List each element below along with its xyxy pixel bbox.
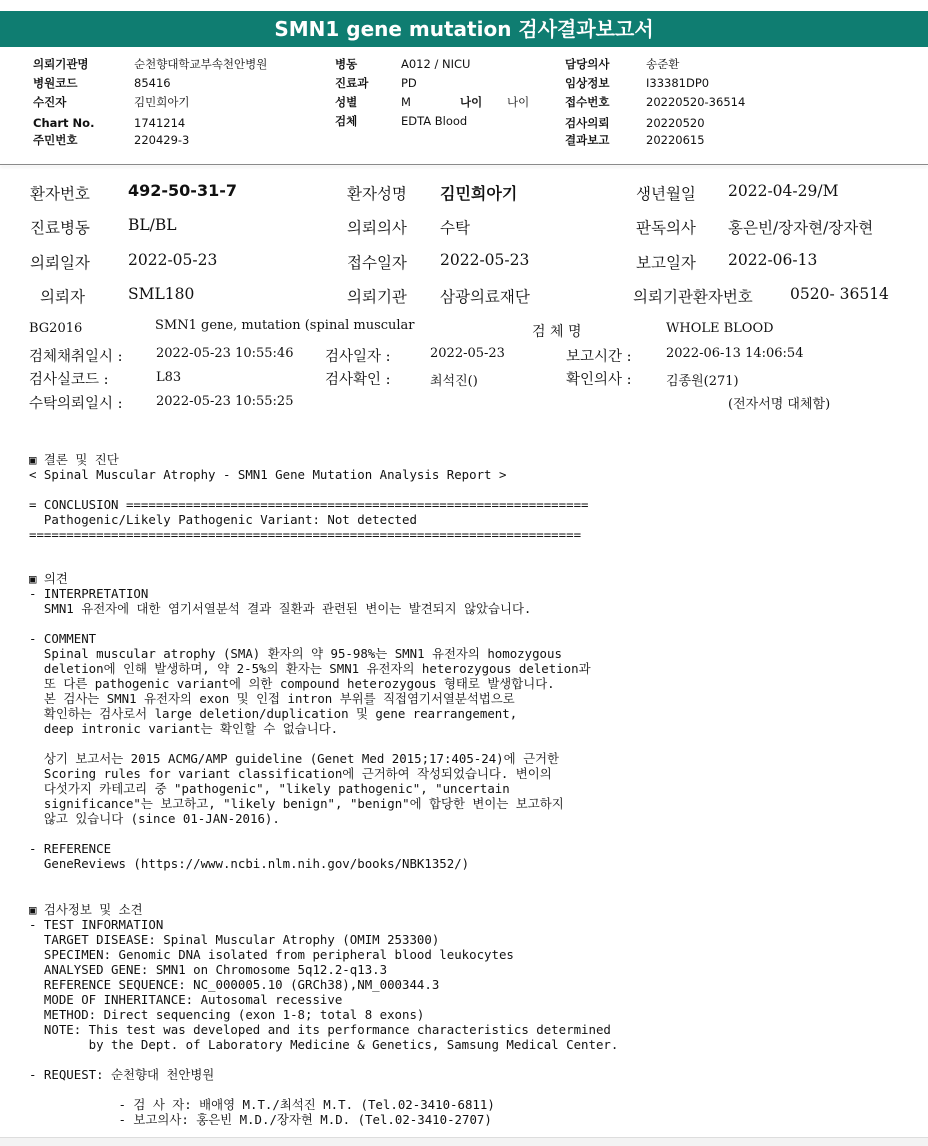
received-time-value: 2022-05-23 10:55:25 [156, 394, 294, 409]
confirming-doctor-value: 김종원(271) [666, 374, 739, 389]
test-code: BG2016 [29, 321, 83, 336]
request-date-label: 의뢰일자 [30, 254, 90, 272]
department-label: 진료과 [335, 76, 369, 90]
reading-doctor-label: 판독의사 [636, 219, 696, 237]
test-confirm-label: 검사확인 : [325, 372, 391, 388]
header-divider [0, 164, 928, 165]
specimen-value: EDTA Blood [401, 114, 468, 128]
specimen-name-label: 검 체 명 [532, 324, 582, 340]
clinical-info-label: 임상정보 [565, 76, 610, 90]
age-label: 나이 [460, 95, 483, 109]
patient-name-value: 김민희아기 [440, 184, 518, 203]
reg-no-label: 환자번호 [30, 185, 90, 203]
lab-code-value: L83 [156, 370, 182, 385]
report-time-value: 2022-06-13 14:06:54 [666, 346, 804, 361]
attending-doctor-value: 송준환 [646, 57, 680, 71]
request-org-value: 삼광의료재단 [440, 288, 530, 306]
dob-label: 생년월일 [636, 185, 696, 203]
test-date-value: 2022-05-23 [430, 346, 505, 361]
result-report-label: 결과보고 [565, 133, 610, 147]
lab-code-label: 검사실코드 : [29, 372, 109, 388]
resident-no-label: 주민번호 [33, 133, 78, 147]
reg-no-value: 492-50-31-7 [128, 181, 237, 200]
examinee-value: 김민희아기 [134, 95, 190, 109]
chart-no-value: 1741214 [134, 116, 186, 130]
report-time-label: 보고시간 : [566, 349, 632, 365]
resident-no-value: 220429-3 [134, 133, 190, 147]
collection-time-label: 검체채취일시 : [29, 349, 123, 365]
conclusion-section: ▣ 결론 및 진단 < Spinal Muscular Atrophy - SMN1 Gene Mutation Analysis Report > = CONCLUSION ============================================================== Pathogenic/Likely Pathogenic Variant: Not detected ========================================================================== [29, 452, 589, 542]
patient-name-label: 환자성명 [347, 185, 407, 203]
requester-value: SML180 [128, 285, 195, 303]
report-title: SMN1 gene mutation 검사결과보고서 [0, 11, 928, 47]
dob-value: 2022-04-29/M [728, 182, 839, 200]
specimen-name-value: WHOLE BLOOD [666, 321, 774, 336]
receipt-date-value: 2022-05-23 [440, 251, 530, 269]
org-patient-no-label: 의뢰기관환자번호 [633, 288, 753, 306]
request-org-label: 의뢰기관 [347, 288, 407, 306]
test-info-section: ▣ 검사정보 및 소견 - TEST INFORMATION TARGET DISEASE: Spinal Muscular Atrophy (OMIM 253300) SPECIMEN: Genomic DNA isolated from peripheral blood leukocytes ANALYSED GENE: SMN1 on Chromosome 5q12.2-q13.3 REFERENCE SEQUENCE: NC_000005.10 (GRCh38),NM_000344.3 MODE OF INHERITANCE: Autosomal recessive METHOD: Direct sequencing (exon 1-8; total 8 exons) NOTE: This test was developed and its performance characteristics determined by the Dept. of Laboratory Medicine & Genetics, Samsung Medical Center. - REQUEST: 순천향대 천안병원 - 검 사 자: 배애영 M.T./최석진 M.T. (Tel.02-3410-6811) - 보고의사: 홍은빈 M.D./장자현 M.D. (Tel.02-3410-2707) [29, 902, 619, 1127]
result-report-value: 20220615 [646, 133, 705, 147]
hospital-name-label: 의뢰기관명 [33, 57, 89, 71]
requesting-doctor-value: 수탁 [440, 219, 470, 237]
specimen-label: 검체 [335, 114, 358, 128]
clinical-info-value: I33381DP0 [646, 76, 710, 90]
reading-doctor-value: 홍은빈/장자현/장자현 [728, 219, 874, 237]
test-request-label: 검사의뢰 [565, 116, 610, 130]
report-date-label: 보고일자 [636, 254, 696, 272]
requester-label: 의뢰자 [40, 288, 85, 306]
test-date-label: 검사일자 : [325, 349, 391, 365]
test-request-value: 20220520 [646, 116, 705, 130]
sex-value: M [401, 95, 411, 109]
collection-time-value: 2022-05-23 10:55:46 [156, 346, 294, 361]
sex-label: 성별 [335, 95, 358, 109]
hospital-code-value: 85416 [134, 76, 171, 90]
test-name: SMN1 gene, mutation (spinal muscular [155, 318, 415, 333]
confirming-doctor-label: 확인의사 : [566, 372, 632, 388]
receipt-date-label: 접수일자 [347, 254, 407, 272]
chart-no-label: Chart No. [33, 116, 95, 130]
ward-value-2: BL/BL [128, 216, 177, 234]
org-patient-no-value: 0520- 36514 [790, 285, 889, 303]
opinion-section: ▣ 의견 - INTERPRETATION SMN1 유전자에 대한 염기서열분석 결과 질환과 관련된 변이는 발견되지 않았습니다. - COMMENT Spinal muscular atrophy (SMA) 환자의 약 95-98%는 SMN1 유전자의 homozygous deletion에 인해 발생하며, 약 2-5%의 환자는 SMN1 유전자의 heterozygous deletion과 또 다른 pathogenic variant에 의한 compound heterozygous 형태로 발생합니다. 본 검사는 SMN1 유전자의 exon 및 인접 intron 부위를 직접염기서열분석법으로 확인하는 검사로서 large deletion/duplication 및 gene rearrangement, deep intronic variant는 확인할 수 없습니다. 상기 보고서는 2015 ACMG/AMP guideline (Genet Med 2015;17:405-24)에 근거한 Scoring rules for variant classification에 근거하여 작성되었습니다. 변이의 다섯가지 카테고리 중 "pathogenic", "likely pathogenic", "uncertain significance"는 보고하고, "likely benign", "benign"에 합당한 변이는 보고하지 않고 있습니다 (since 01-JAN-2016). - REFERENCE GeneReviews (https://www.ncbi.nlm.nih.gov/books/NBK1352/) [29, 571, 591, 871]
age-value: 나이 [507, 95, 530, 109]
report-date-value: 2022-06-13 [728, 251, 818, 269]
attending-doctor-label: 담당의사 [565, 57, 610, 71]
department-value: PD [401, 76, 417, 90]
hospital-code-label: 병원코드 [33, 76, 78, 90]
test-confirm-value: 최석진() [430, 374, 478, 389]
ward-value: A012 / NICU [401, 57, 471, 71]
requesting-doctor-label: 의뢰의사 [347, 219, 407, 237]
received-time-label: 수탁의뢰일시 : [29, 396, 123, 412]
request-date-value: 2022-05-23 [128, 251, 218, 269]
ward-label: 병동 [335, 57, 358, 71]
hospital-name-value: 순천향대학교부속천안병원 [134, 57, 268, 71]
ward-label-2: 진료병동 [30, 219, 90, 237]
esignature-note: (전자서명 대체함) [728, 397, 831, 412]
receipt-no-value: 20220520-36514 [646, 95, 746, 109]
examinee-label: 수진자 [33, 95, 67, 109]
receipt-no-label: 접수번호 [565, 95, 610, 109]
